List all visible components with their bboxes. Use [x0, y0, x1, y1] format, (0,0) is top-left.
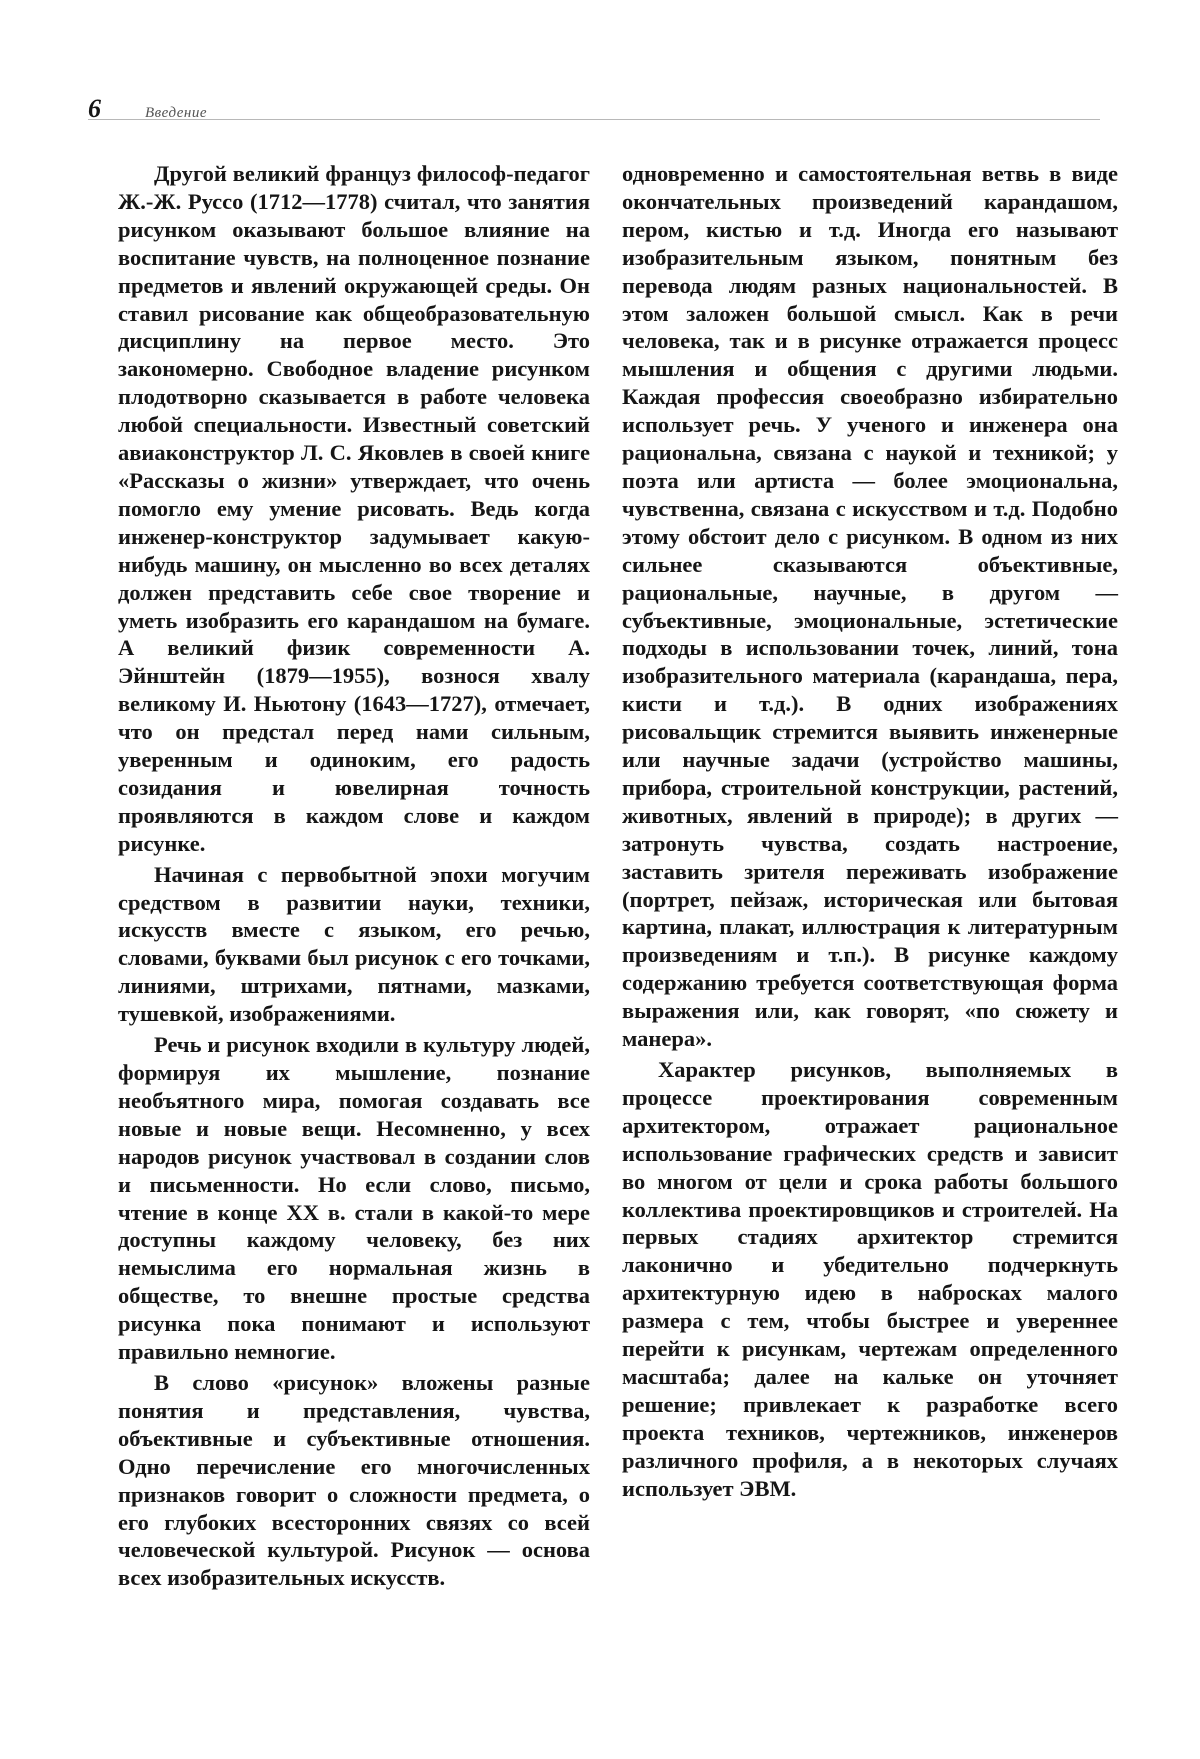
- paragraph: Начиная с первобытной эпохи могучим средством в развитии науки, техники, искусств вместе с языком, его речью, словами, буквами был рисунок с его точками, линиями, штрихами, пятнами, мазками, тушевкой, изображениями.: [118, 861, 590, 1027]
- page-number: 6: [88, 94, 101, 123]
- paragraph: В слово «рисунок» вложены разные понятия и представления, чувства, объективные и субъективные отношения. Одно перечисление его многочисленных признаков говорит о сложности предмета, о его глубоких всесторонних связях со всей человеческой культурой. Рисунок — основа всех изобразительных искусств.: [118, 1369, 590, 1591]
- paragraph: одновременно и самостоятельная ветвь в виде окончательных произведений карандашом, пером, кистью и т.д. Иногда его называют изобразительным языком, понятным без перевода людям разных национальностей. В этом заложен большой смысл. Как в речи человека, так и в рисунке отражается процесс мышления и общения с другими людьми. Каждая профессия своеобразно избирательно использует речь. У ученого и инженера она рациональна, связана с наукой и техникой; у поэта или артиста — более эмоциональна, чувственна, связана с искусством и т.д. Подобно этому обстоит дело с рисунком. В одном из них сильнее сказываются объективные, рациональные, научные, в другом — субъективные, эмоциональные, эстетические подходы в использовании точек, линий, тона изобразительного материала (карандаша, пера, кисти и т.д.). В одних изображениях рисовальщик стремится выявить инженерные или научные задачи (устройство машины, прибора, строительной конструкции, растений, животных, явлений в природе); в других — затронуть чувства, создать настроение, заставить зрителя переживать изображение (портрет, пейзаж, историческая или бытовая картина, плакат, иллюстрация к литературным произведениям и т.п.). В рисунке каждому содержанию требуется соответствующая форма выражения или, как говорят, «по сюжету и манера».: [622, 161, 1118, 1052]
- paragraph: Речь и рисунок входили в культуру людей, формируя их мышление, познание необъятного мира, помогая создавать все новые и новые вещи. Несомненно, у всех народов рисунок участвовал в создании слов и письменности. Но если слово, письмо, чтение в конце XX в. стали в какой-то мере доступны каждому человеку, без них немыслима его нормальная жизнь в обществе, то внешне простые средства рисунка пока понимают и используют правильно немногие.: [118, 1032, 590, 1365]
- text-column-right: [622, 160, 1118, 1503]
- paragraph: Характер рисунков, выполняемых в процессе проектирования современным архитектором, отражает рациональное использование графических средств и зависит во многом от цели и срока работы большого коллектива проектировщиков и строителей. На первых стадиях архитектор стремится лаконично и убедительно подчеркнуть архитектурную идею в набросках малого размера с тем, чтобы быстрее и увереннее перейти к рисункам, чертежам определенного масштаба; далее на кальке он уточняет решение; привлекает к разработке всего проекта техников, чертежников, инженеров различного профиля, а в некоторых случаях использует ЭВМ.: [622, 1057, 1118, 1501]
- header-rule: [88, 119, 1100, 120]
- running-title: Введение: [145, 105, 207, 121]
- text-column-left: [118, 160, 590, 1592]
- paragraph: Другой великий француз философ-педагог Ж.-Ж. Руссо (1712—1778) считал, что занятия рисунком оказывают большое влияние на воспитание чувств, на полноценное познание предметов и явлений окружающей среды. Он ставил рисование как общеобразовательную дисциплину на первое место. Это закономерно. Свободное владение рисунком плодотворно сказывается в работе человека любой специальности. Известный советский авиаконструктор Л. С. Яковлев в своей книге «Рассказы о жизни» утверждает, что очень помогло ему умение рисовать. Ведь когда инженер-конструктор задумывает какую-нибудь машину, он мысленно во всех деталях должен представить себе свое творение и уметь изобразить его карандашом на бумаге. А великий физик современности А. Эйнштейн (1879—1955), вознося хвалу великому И. Ньютону (1643—1727), отмечает, что он предстал перед нами сильным, уверенным и одиноким, его радость созидания и ювелирная точность проявляются в каждом слове и каждом рисунке.: [118, 161, 590, 856]
